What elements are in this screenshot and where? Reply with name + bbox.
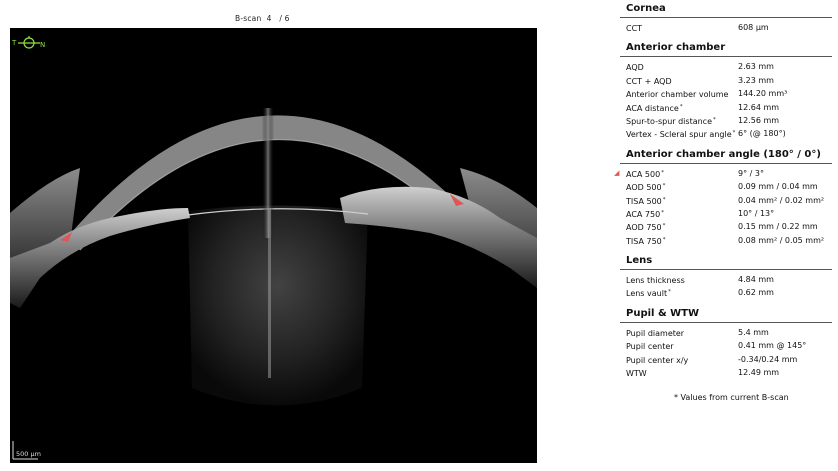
- measurement-label: [626, 101, 683, 115]
- measurement-value: 2.63 mm: [738, 62, 774, 72]
- current-bscan-asterisk: *: [668, 289, 671, 296]
- measurement-value: 9° / 3°: [738, 168, 764, 178]
- measurement-row: [620, 74, 832, 87]
- measurement-label: [626, 114, 716, 128]
- measurement-label: [626, 167, 664, 181]
- measurement-value: 0.62 mm: [738, 288, 774, 298]
- measurement-label: [626, 60, 645, 74]
- measurement-label: [626, 353, 689, 367]
- measurement-label-text: ACA distance: [626, 103, 679, 113]
- active-angle-marker-icon: ◢: [614, 168, 620, 177]
- measurement-label: [626, 74, 673, 88]
- measurement-value: -0.34/0.24 mm: [738, 354, 798, 364]
- section-title: Cornea: [620, 0, 832, 18]
- measurement-row: [620, 60, 832, 73]
- orientation-nasal-label: N: [40, 41, 46, 49]
- measurement-row: [620, 353, 832, 366]
- measurement-label-text: TISA 750: [626, 236, 662, 246]
- measurement-value: 144.20 mm³: [738, 89, 788, 99]
- measurements-panel: [614, 0, 832, 384]
- measurement-value: 4.84 mm: [738, 275, 774, 285]
- section-title: Pupil & WTW: [620, 305, 832, 323]
- measurement-label: [626, 194, 666, 208]
- measurement-row: [620, 101, 832, 114]
- oct-bscan-image[interactable]: [10, 28, 537, 463]
- measurement-list: [620, 18, 832, 39]
- section-pupil-wtw: [620, 305, 832, 385]
- measurement-row: [620, 326, 832, 339]
- measurement-value: 0.08 mm² / 0.05 mm²: [738, 235, 825, 245]
- measurement-label: [626, 326, 685, 340]
- current-bscan-asterisk: *: [713, 116, 716, 123]
- lens-region: [188, 206, 368, 406]
- measurement-label-text: WTW: [626, 369, 647, 379]
- current-bscan-asterisk: *: [732, 130, 736, 137]
- current-bscan-asterisk: *: [662, 183, 666, 190]
- measurement-row: [620, 220, 832, 233]
- footnote: * Values from current B-scan: [674, 393, 789, 402]
- measurement-row: [620, 21, 832, 34]
- measurement-label: [626, 234, 666, 248]
- measurement-label-text: Pupil diameter: [626, 328, 685, 338]
- section-cornea: [620, 0, 832, 39]
- measurement-label-text: Lens vault: [626, 289, 668, 299]
- scale-bar: [12, 439, 42, 461]
- measurement-label-text: Anterior chamber volume: [626, 90, 729, 100]
- measurement-row: [620, 286, 832, 299]
- section-title: Anterior chamber angle (180° / 0°): [620, 146, 832, 164]
- measurement-label: [626, 127, 735, 141]
- oct-bscan-graphic: [10, 28, 537, 463]
- measurement-row: [620, 180, 832, 193]
- orientation-temporal-label: T: [12, 39, 17, 47]
- measurement-row: [620, 194, 832, 207]
- measurement-row: [614, 167, 832, 180]
- measurement-list: [620, 270, 832, 305]
- section-title: Lens: [620, 252, 832, 270]
- measurement-value: 10° / 13°: [738, 208, 775, 218]
- measurement-value: 0.09 mm / 0.04 mm: [738, 182, 818, 192]
- measurement-list: [620, 57, 832, 145]
- current-bscan-asterisk: *: [661, 209, 664, 216]
- measurement-label-text: ACA 750: [626, 209, 661, 219]
- current-bscan-asterisk: *: [662, 223, 666, 230]
- measurement-list: [620, 323, 832, 385]
- measurement-label-text: ACA 500: [626, 169, 661, 179]
- measurement-label: [626, 366, 648, 380]
- measurement-value: 12.56 mm: [738, 115, 780, 125]
- measurement-row: [620, 273, 832, 286]
- measurement-row: [620, 114, 832, 127]
- measurement-label: [626, 220, 665, 234]
- current-bscan-asterisk: *: [662, 236, 666, 243]
- measurement-label-text: Pupil center x/y: [626, 355, 689, 365]
- scale-bar-label: 500 µm: [16, 450, 41, 458]
- measurement-value: 608 µm: [738, 23, 769, 32]
- measurement-value: 0.04 mm² / 0.02 mm²: [738, 195, 825, 205]
- bscan-index-label: B-scan 4 / 6: [235, 14, 290, 23]
- measurement-label: [626, 21, 643, 35]
- measurement-row: [620, 207, 832, 220]
- section-anterior-chamber: [620, 39, 832, 145]
- measurement-label: [626, 339, 675, 353]
- measurement-row: [620, 87, 832, 100]
- measurement-label-text: CCT + AQD: [626, 76, 672, 86]
- current-bscan-asterisk: *: [679, 103, 683, 110]
- measurement-label-text: AQD: [626, 63, 644, 73]
- measurement-label-text: Lens thickness: [626, 276, 685, 286]
- measurement-value: 5.4 mm: [738, 327, 769, 337]
- section-lens: [620, 252, 832, 305]
- measurement-row: [620, 339, 832, 352]
- orientation-indicator: [12, 34, 46, 52]
- measurement-row: [620, 366, 832, 379]
- measurement-label-text: Vertex - Scleral spur angle: [626, 130, 732, 140]
- measurement-label-text: AOD 500: [626, 183, 662, 193]
- measurement-list: [614, 164, 832, 252]
- current-bscan-asterisk: *: [661, 169, 664, 176]
- section-anterior-chamber-angle-180-0: [614, 146, 832, 252]
- measurement-label: [626, 286, 671, 300]
- measurement-value: 12.64 mm: [738, 102, 780, 112]
- measurement-row: [620, 234, 832, 247]
- measurement-row: [620, 127, 832, 140]
- measurement-label-text: Pupil center: [626, 342, 674, 352]
- measurement-label: [626, 207, 664, 221]
- measurement-label-text: Spur-to-spur distance: [626, 116, 713, 126]
- measurement-label: [626, 87, 729, 101]
- measurement-label: [626, 273, 686, 287]
- measurement-value: 0.41 mm @ 145°: [738, 341, 807, 351]
- measurement-value: 3.23 mm: [738, 75, 774, 85]
- measurement-label-text: CCT: [626, 24, 643, 33]
- measurement-value: 12.49 mm: [738, 368, 780, 378]
- measurement-value: 6° (@ 180°): [738, 129, 786, 139]
- measurement-value: 0.15 mm / 0.22 mm: [738, 222, 818, 232]
- measurement-label: [626, 180, 665, 194]
- section-title: Anterior chamber: [620, 39, 832, 57]
- measurement-label-text: TISA 500: [626, 196, 662, 206]
- current-bscan-asterisk: *: [662, 196, 666, 203]
- measurement-label-text: AOD 750: [626, 223, 662, 233]
